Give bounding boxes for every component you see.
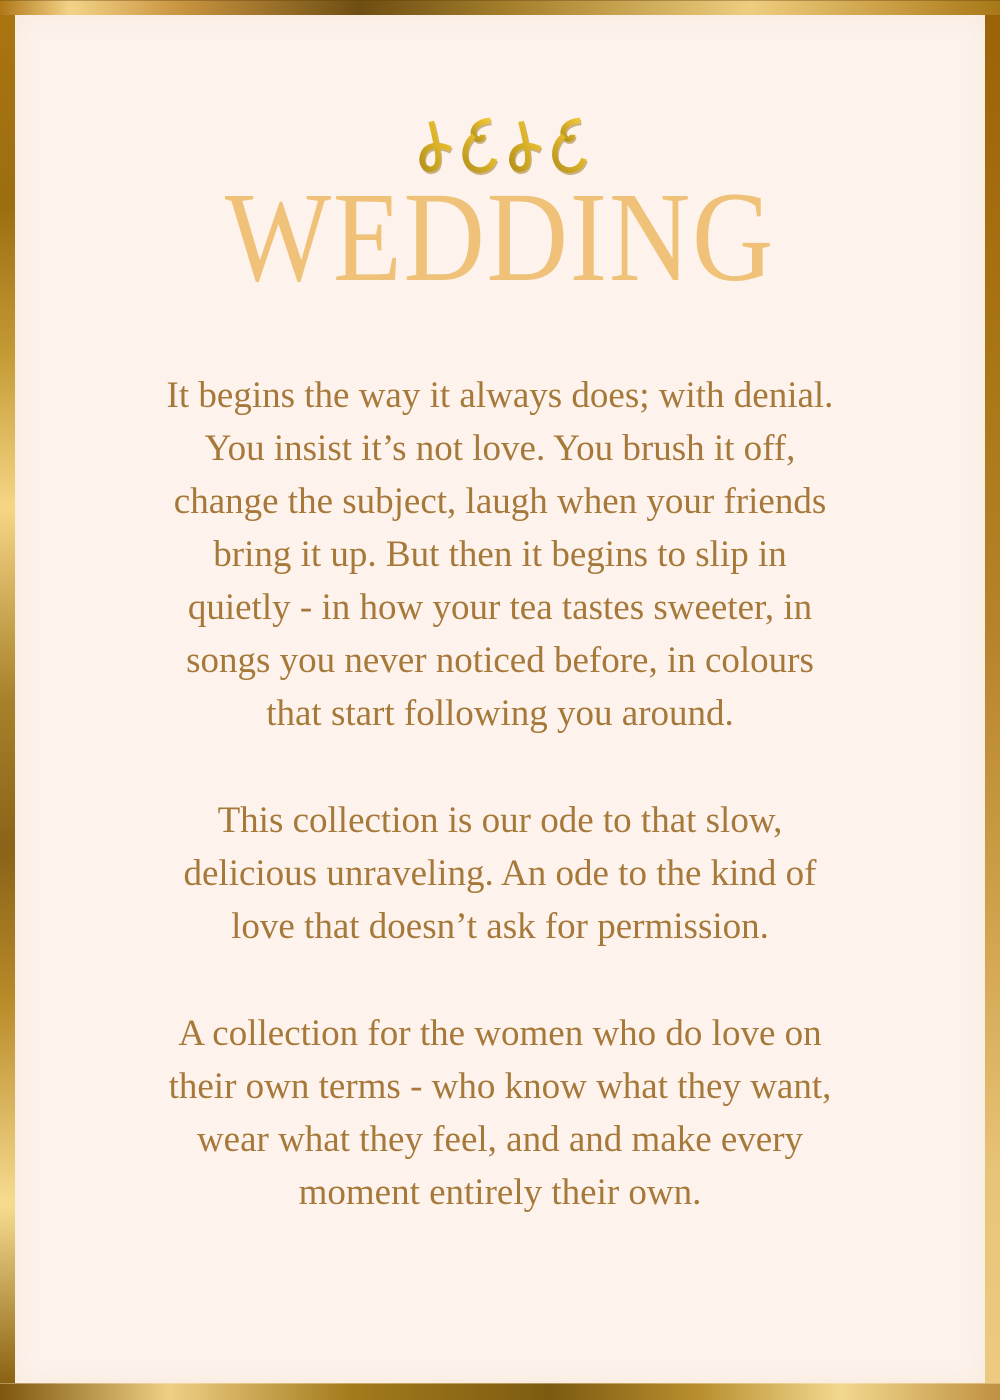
body-line: their own terms - who know what they want,	[168, 1066, 832, 1107]
body-line: songs you never noticed before, in colours	[186, 640, 814, 681]
gold-frame-bottom	[0, 1383, 1000, 1400]
body-line: You insist it’s not love. You brush it off,	[204, 428, 796, 469]
body-line: It begins the way it always does; with denial.	[166, 375, 834, 416]
gold-frame-right	[985, 15, 1000, 1383]
gold-frame-top	[0, 0, 1000, 15]
body-line: This collection is our ode to that slow,	[217, 800, 783, 841]
collection-title: WEDDING	[224, 166, 776, 308]
body-line: that start following you around.	[266, 693, 734, 734]
paragraph-women	[15, 1007, 985, 1219]
body-line: bring it up. But then it begins to slip in	[213, 534, 787, 575]
body-copy	[15, 369, 985, 1219]
body-line: A collection for the women who do love on	[178, 1013, 822, 1054]
body-line: wear what they feel, and and make every	[196, 1119, 804, 1160]
poster-content	[15, 15, 985, 1383]
body-line: love that doesn’t ask for permission.	[231, 906, 769, 947]
paragraph-denial	[15, 369, 985, 740]
body-line: quietly - in how your tea tastes sweeter, in	[187, 587, 813, 628]
gold-frame-left	[0, 15, 15, 1383]
paragraph-ode	[15, 794, 985, 953]
body-line: change the subject, laugh when your friends	[173, 481, 827, 522]
body-line: delicious unraveling. An ode to the kind of	[183, 853, 817, 894]
body-line: moment entirely their own.	[298, 1172, 702, 1213]
